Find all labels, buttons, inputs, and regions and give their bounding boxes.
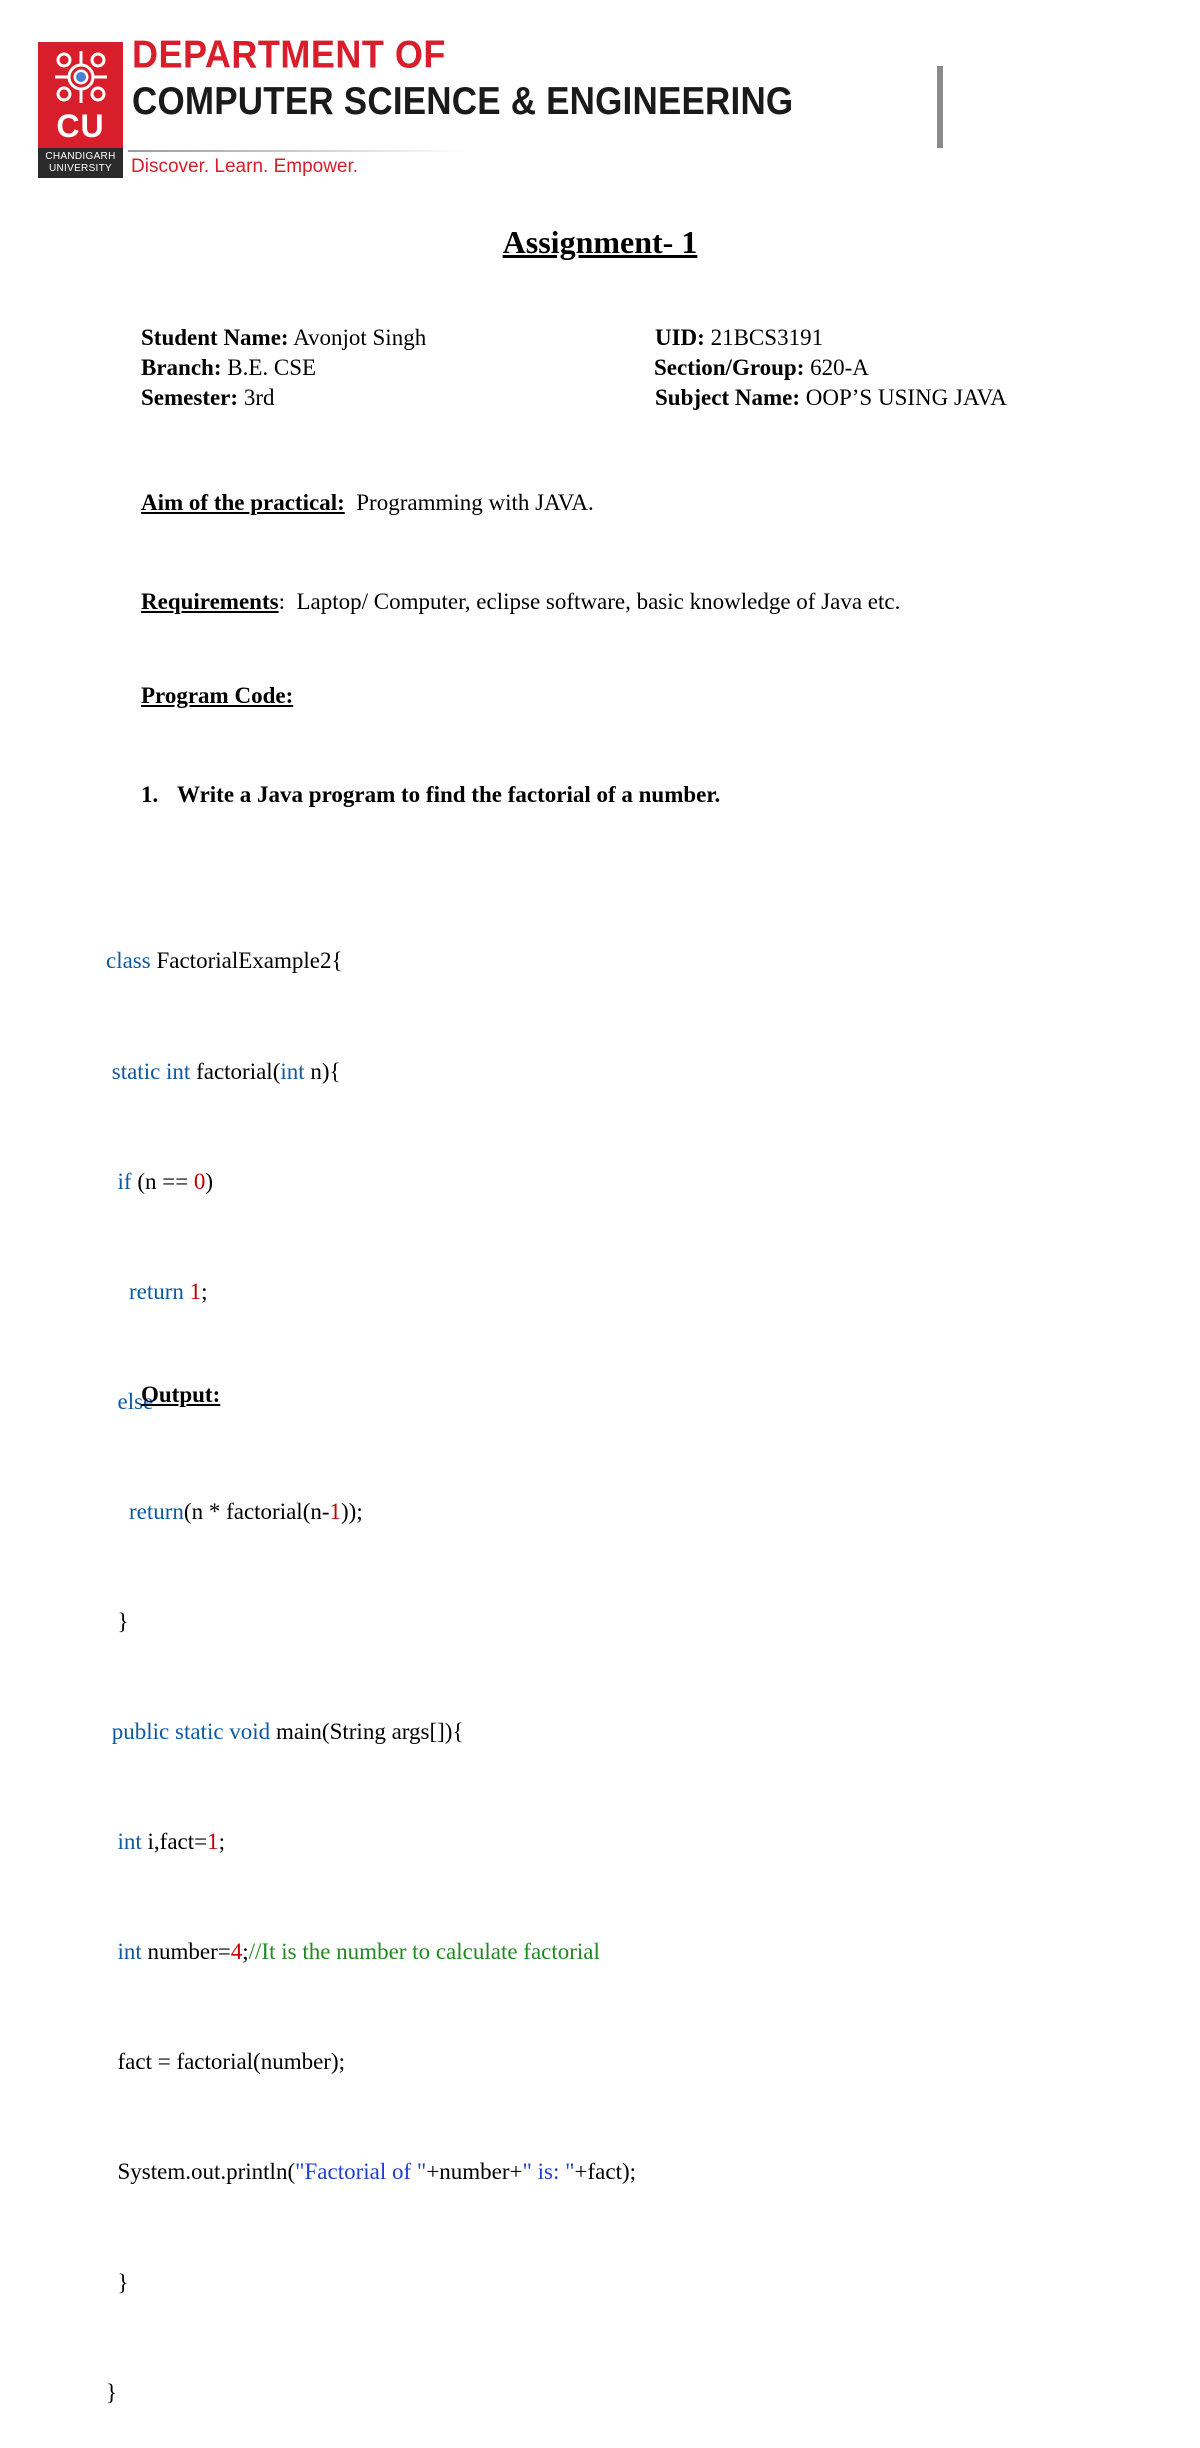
code-comment: //It is the number to calculate factorial: [248, 1939, 600, 1965]
code-line: fact = factorial(number);: [106, 2049, 346, 2075]
student-info-right: [654, 323, 1007, 413]
department-title-line2: COMPUTER SCIENCE & ENGINEERING: [132, 80, 794, 123]
uid: 21BCS3191: [710, 325, 824, 350]
aim-paragraph: [141, 490, 594, 516]
logo-university-strip: [38, 148, 123, 178]
code-line: static int factorial(int n){: [111, 1058, 341, 1084]
branch: B.E. CSE: [227, 355, 317, 380]
question-text: Write a Java program to find the factorial of a number.: [177, 782, 721, 807]
code-line: class FactorialExample2{: [106, 948, 343, 974]
branch-row: Branch: B.E. CSE: [141, 355, 317, 380]
code-line: int i,fact=1;: [117, 1829, 225, 1855]
output-heading: Output:: [141, 1382, 221, 1407]
code-line: int number=4;//It is the number to calculate factorial: [117, 1939, 600, 1965]
department-title-line1: DEPARTMENT OF: [132, 32, 446, 77]
subject-row: Subject Name: OOP’S USING JAVA: [655, 385, 1007, 410]
logo-university-line1: CHANDIGARH: [45, 151, 116, 162]
question-1: [141, 782, 720, 808]
aim-label: Aim of the practical:: [141, 490, 345, 515]
code-line: }: [106, 2269, 129, 2295]
question-number: 1.: [141, 782, 159, 807]
program-code-heading: Program Code:: [141, 683, 294, 708]
code-line: if (n == 0): [117, 1168, 214, 1194]
requirements-label: Requirements: [141, 589, 279, 614]
gear-emblem-icon: [52, 48, 110, 106]
requirements-paragraph: Requirements: Laptop/ Computer, eclipse software, basic knowledge of Java etc.: [141, 589, 901, 614]
assignment-title: Assignment- 1: [502, 224, 698, 260]
code-line: else: [117, 1388, 154, 1414]
code-line: }: [106, 1608, 129, 1634]
code-line: return(n * factorial(n-1));: [129, 1498, 363, 1524]
code-line: return 1;: [129, 1278, 208, 1304]
student-info-left: [141, 323, 426, 413]
code-line: System.out.println("Factorial of "+number+" is: "+fact);: [106, 2159, 637, 2185]
semester-row: Semester: 3rd: [141, 385, 275, 410]
code-line: public static void main(String args[]){: [111, 1719, 464, 1745]
logo-university-line2: UNIVERSITY: [48, 163, 112, 174]
section: 620-A: [810, 355, 869, 380]
code-block: [106, 870, 636, 2448]
student-name-row: Student Name: Avonjot Singh: [141, 325, 427, 350]
tagline: Discover. Learn. Empower.: [131, 156, 359, 177]
header-vertical-divider: [937, 66, 943, 148]
requirements-text: Laptop/ Computer, eclipse software, basic knowledge of Java etc.: [296, 589, 901, 614]
aim-text: Programming with JAVA.: [356, 490, 594, 515]
university-logo: [38, 42, 123, 178]
logo-emblem-text: CU: [56, 108, 105, 144]
code-line: }: [106, 2379, 118, 2405]
semester: 3rd: [243, 385, 275, 410]
section-row: Section/Group: 620-A: [654, 355, 869, 380]
uid-row: UID: 21BCS3191: [655, 325, 824, 350]
tagline-divider: [128, 150, 468, 152]
student-name: Avonjot Singh: [293, 325, 427, 350]
subject: OOP’S USING JAVA: [805, 385, 1007, 410]
